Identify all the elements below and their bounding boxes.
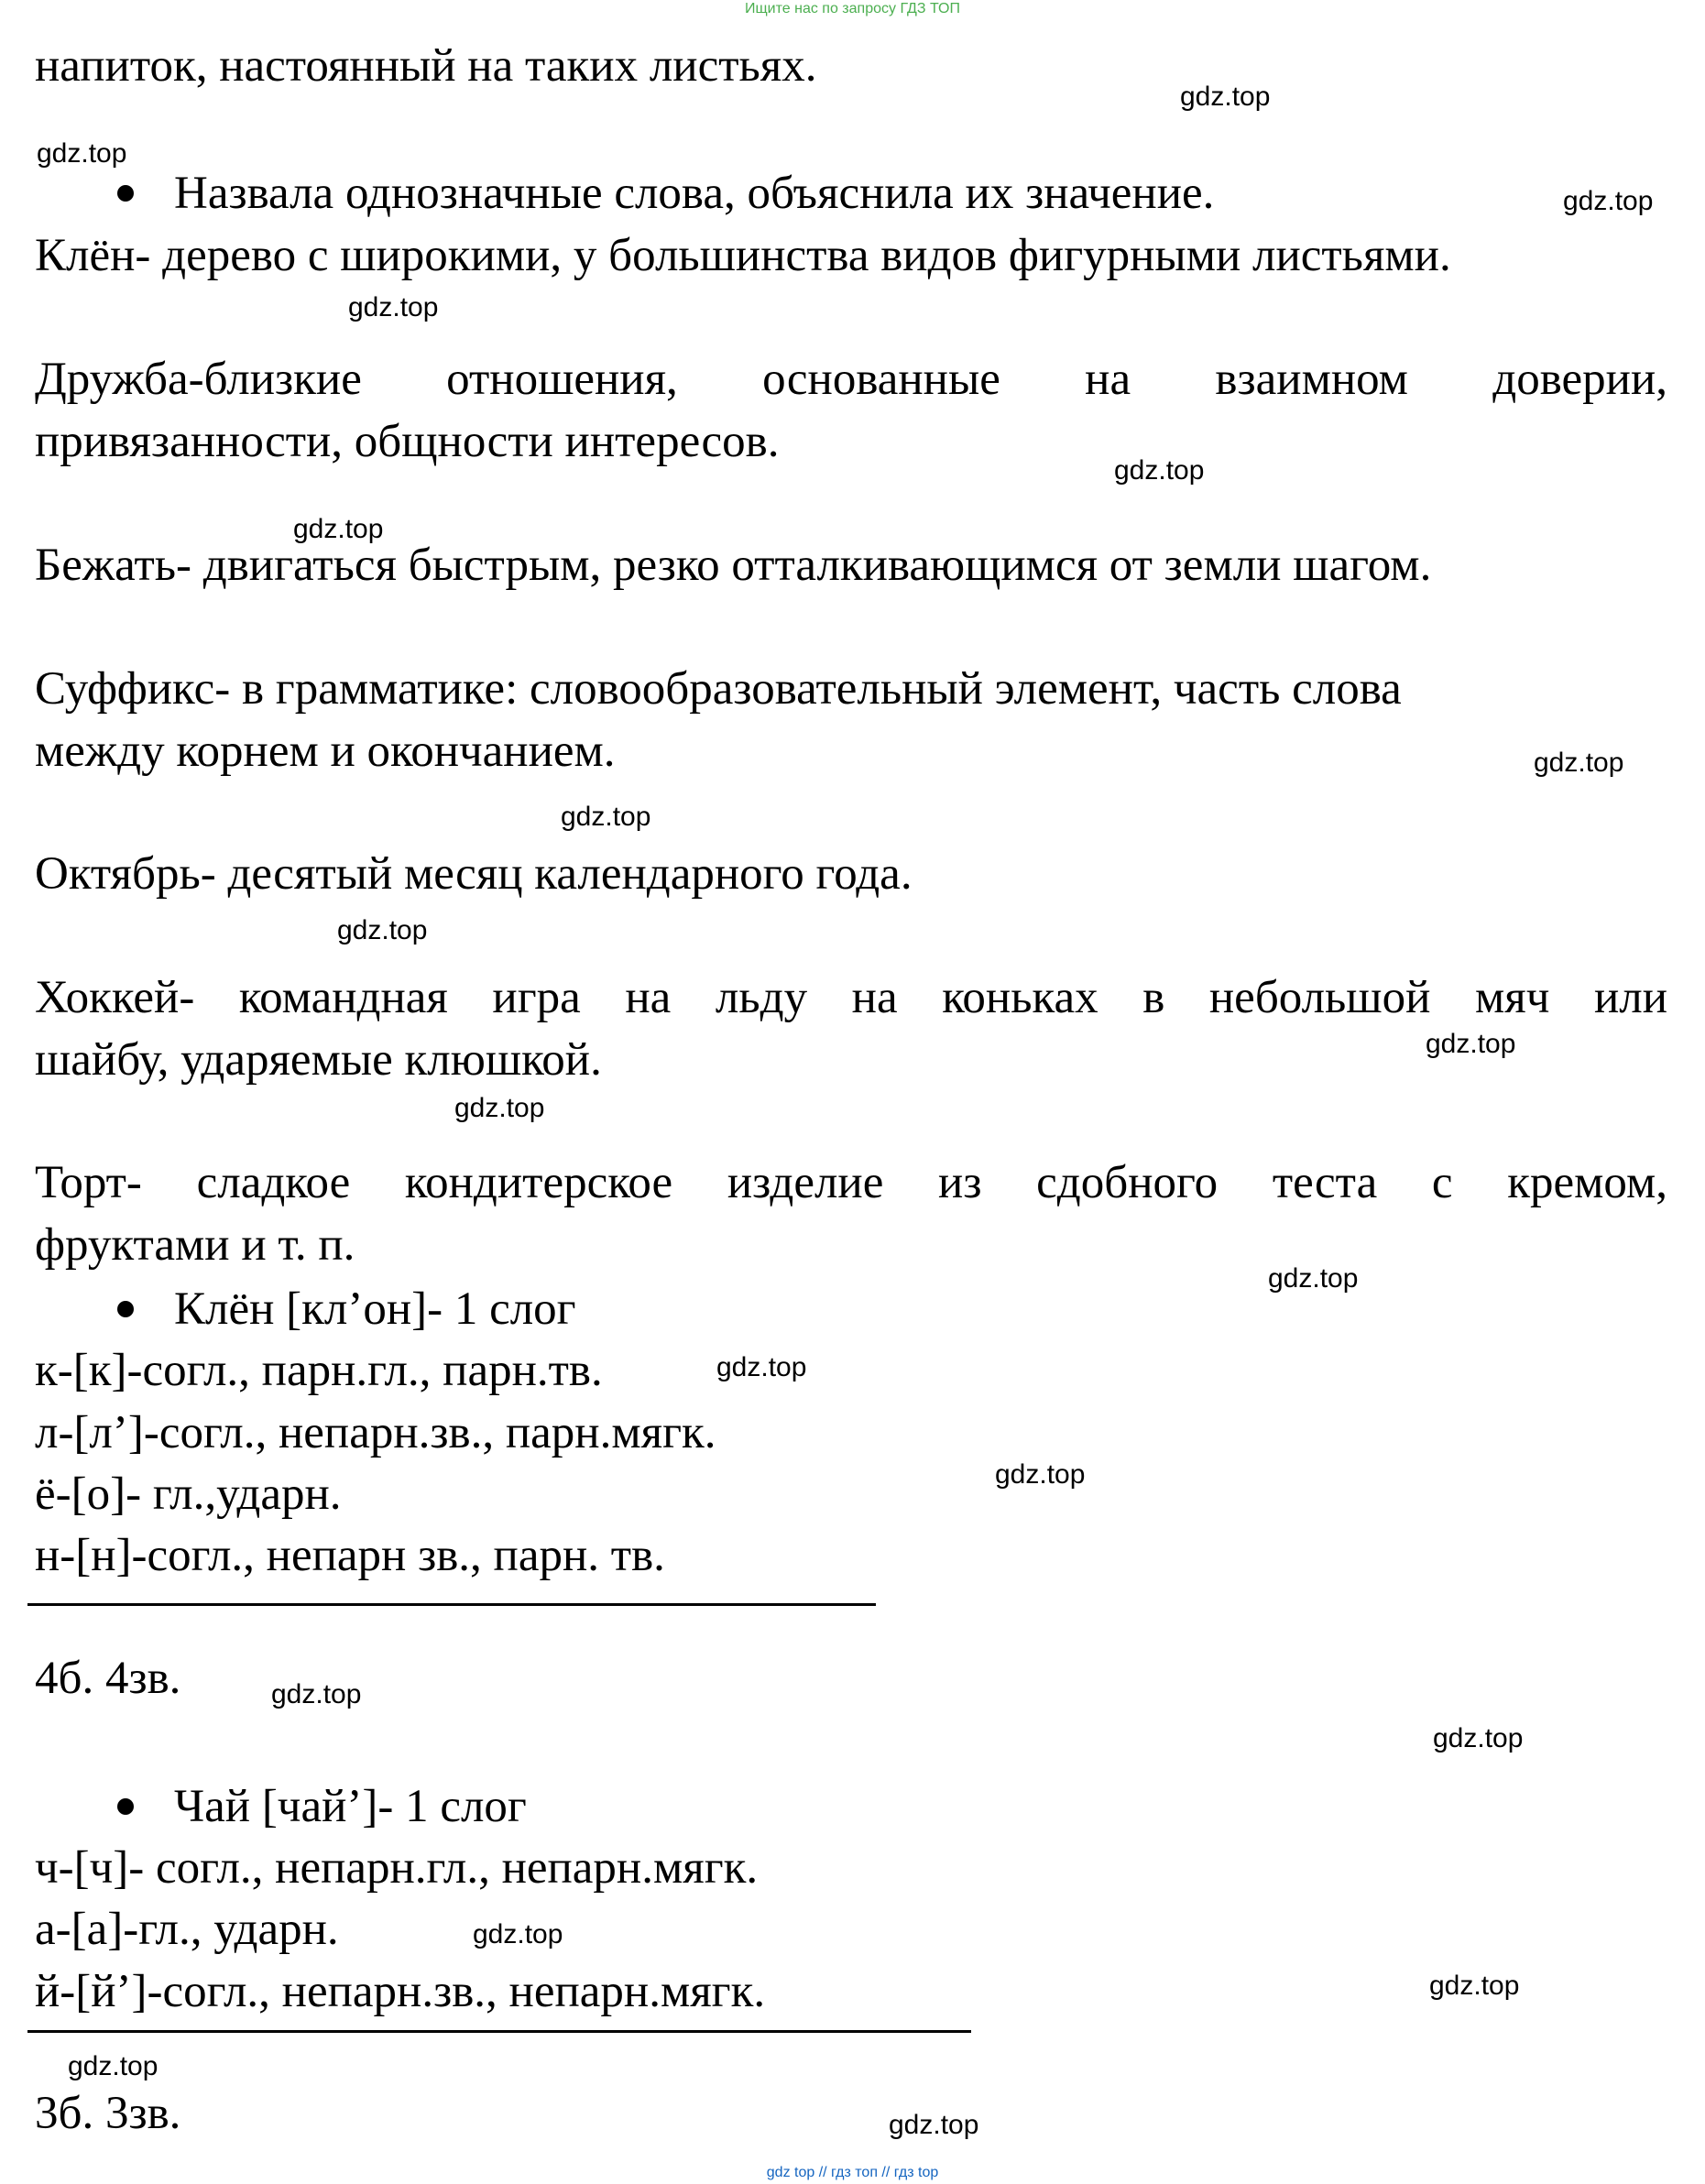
phonetic-summary: 4б. 4зв.	[35, 1653, 181, 1704]
watermark: gdz.top	[68, 2051, 158, 2081]
watermark: gdz.top	[1534, 748, 1624, 778]
phonetic-line: ч-[ч]- согл., непарн.гл., непарн.мягк.	[35, 1842, 759, 1894]
watermark: gdz.top	[348, 292, 439, 322]
bullet-icon	[117, 1301, 134, 1317]
phonetic-line: к-[к]-согл., парн.гл., парн.тв.	[35, 1345, 603, 1396]
phonetic-summary: 3б. 3зв.	[35, 2088, 181, 2139]
divider	[27, 1603, 876, 1606]
phonetic-line: н-[н]-согл., непарн зв., парн. тв.	[35, 1530, 665, 1581]
footer-links[interactable]: gdz top // гдз топ // гдз top	[766, 2165, 939, 2180]
definition-hokkey-line2: шайбу, ударяемые клюшкой.	[35, 1034, 602, 1086]
watermark: gdz.top	[889, 2110, 979, 2140]
definition-hokkey-line1: Хоккей- командная игра на льду на коньках в небольшой мяч или	[35, 972, 1667, 1023]
watermark: gdz.top	[1433, 1723, 1524, 1753]
header-search-note[interactable]: Ищите нас по запросу ГДЗ ТОП	[745, 1, 960, 16]
definition-druzhba-line2: привязанности, общности интересов.	[35, 416, 780, 467]
watermark: gdz.top	[1114, 455, 1205, 486]
watermark: gdz.top	[293, 514, 384, 544]
watermark: gdz.top	[271, 1679, 362, 1709]
bullet-icon	[117, 185, 134, 202]
definition-klen: Клён- дерево с широкими, у большинства видов фигурными листьями.	[35, 230, 1451, 281]
phonetic-line: л-[л’]-согл., непарн.зв., парн.мягк.	[35, 1407, 716, 1458]
definition-tort-line1: Торт- сладкое кондитерское изделие из сдобного теста с кремом,	[35, 1157, 1667, 1208]
watermark: gdz.top	[337, 915, 428, 945]
bullet-line: Клён [кл’он]- 1 слог	[174, 1283, 576, 1335]
definition-bezhat: Бежать- двигаться быстрым, резко отталкивающимся от земли шагом.	[35, 540, 1432, 591]
text-line: напиток, настоянный на таких листьях.	[35, 40, 817, 92]
watermark: gdz.top	[716, 1352, 807, 1382]
definition-suffiks-line1: Суффикс- в грамматике: словообразовательный элемент, часть слова	[35, 663, 1402, 715]
bullet-icon	[117, 1798, 134, 1815]
definition-oktyabr: Октябрь- десятый месяц календарного года.	[35, 848, 913, 900]
watermark: gdz.top	[561, 802, 651, 832]
watermark: gdz.top	[454, 1093, 545, 1123]
watermark: gdz.top	[37, 138, 127, 169]
phonetic-line: а-[а]-гл., ударн.	[35, 1904, 339, 1955]
watermark: gdz.top	[1429, 1971, 1520, 2001]
watermark: gdz.top	[473, 1919, 563, 1949]
definition-tort-line2: фруктами и т. п.	[35, 1219, 355, 1271]
phonetic-line: ё-[о]- гл.,ударн.	[35, 1469, 342, 1520]
bullet-line: Назвала однозначные слова, объяснила их значение.	[174, 168, 1215, 219]
watermark: gdz.top	[1426, 1029, 1516, 1059]
watermark: gdz.top	[1180, 82, 1271, 112]
divider	[27, 2030, 971, 2033]
definition-suffiks-line2: между корнем и окончанием.	[35, 726, 616, 777]
bullet-line: Чай [чай’]- 1 слог	[174, 1781, 527, 1832]
definition-druzhba-line1: Дружба-близкие отношения, основанные на взаимном доверии,	[35, 354, 1667, 405]
watermark: gdz.top	[1563, 186, 1654, 216]
phonetic-line: й-[й’]-согл., непарн.зв., непарн.мягк.	[35, 1966, 766, 2017]
watermark: gdz.top	[1268, 1263, 1359, 1294]
watermark: gdz.top	[995, 1459, 1086, 1490]
